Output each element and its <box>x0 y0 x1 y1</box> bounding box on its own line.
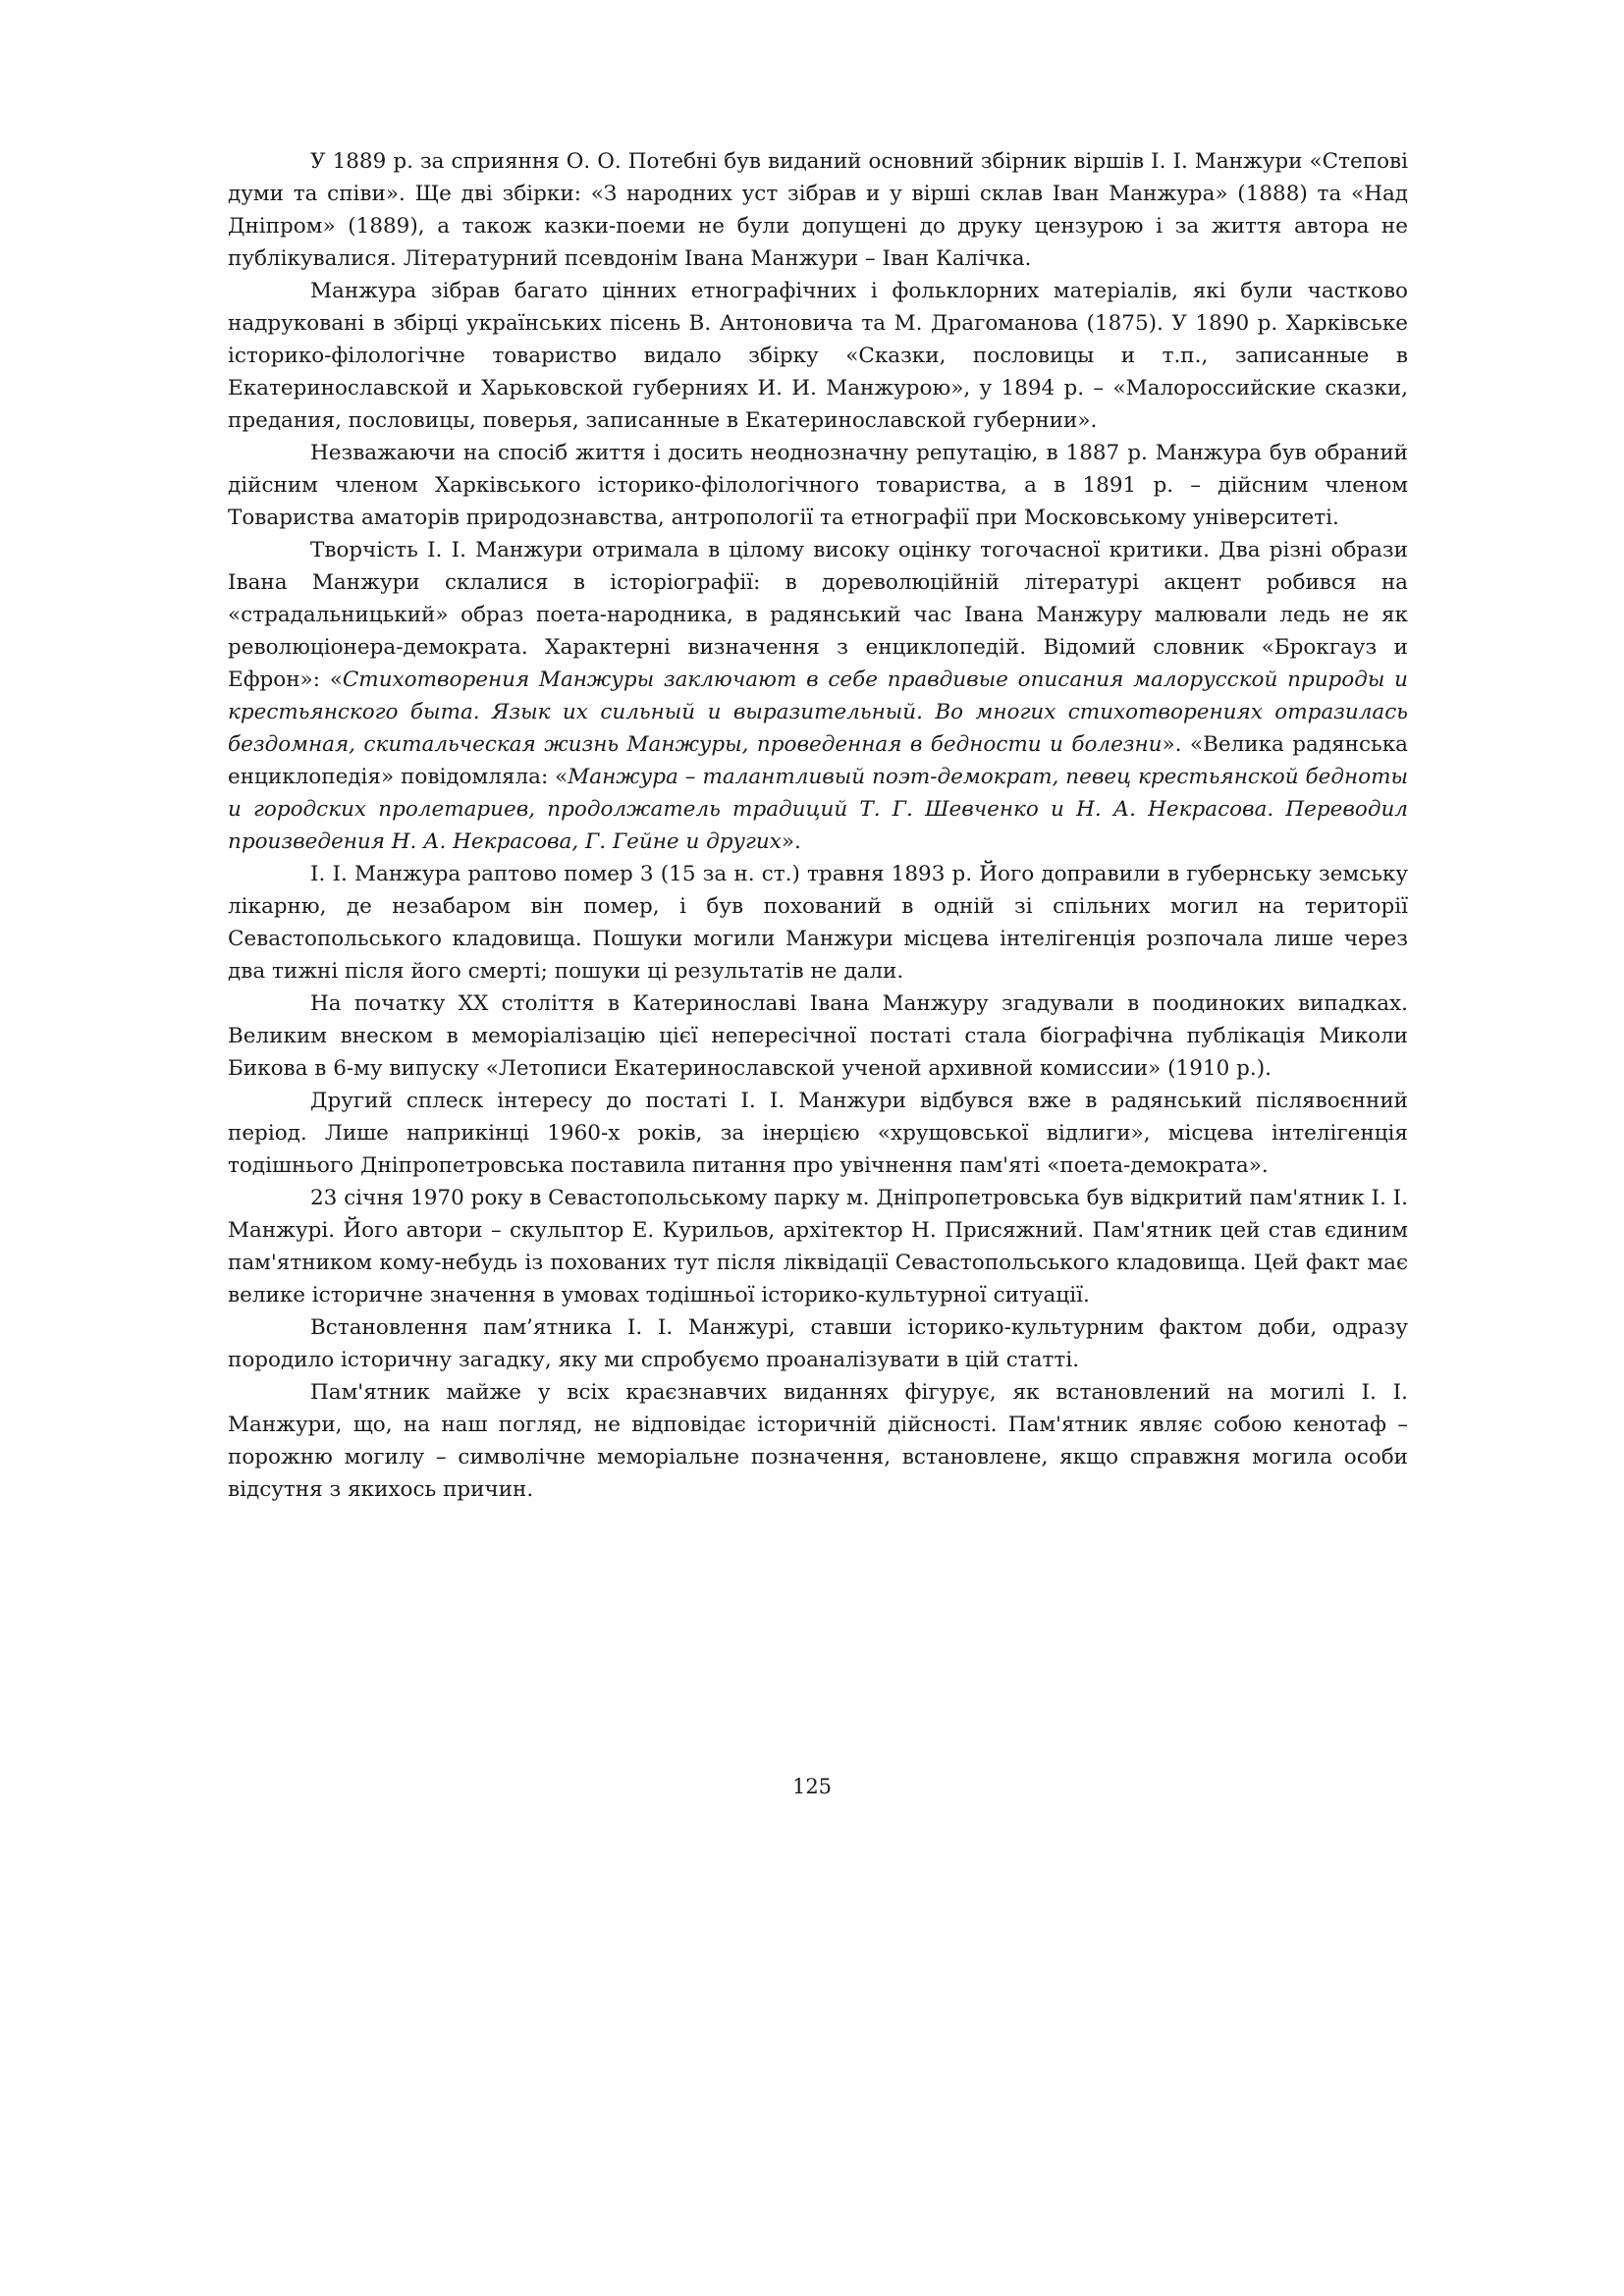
paragraph-text: 23 січня 1970 року в Севастопольському парку м. Дніпропетровська був відкритий пам'ятник І. І. Манжурі. Його автори – скульптор Е. Курильов, архітектор Н. Присяжний. Пам'ятник цей став єдиним пам'ятником кому-небудь із похованих тут після ліквідації Севастопольського кладовища. Цей факт має велике історичне значення в умовах тодішньої історико-культурної ситуації. <box>228 1186 1408 1308</box>
paragraph <box>228 437 1408 534</box>
page-body <box>228 145 1408 1506</box>
paragraph-text: І. І. Манжура раптово помер 3 (15 за н. ст.) травня 1893 р. Його доправили в губернську земську лікарню, де незабаром він помер, і був похований в одній зі спільних могил на території Севастопольського кладовища. Пошуки могили Манжури місцева інтелігенція розпочала лише через два тижні після його смерті; пошуки ці результатів не дали. <box>228 862 1408 984</box>
paragraph-text: Пам'ятник майже у всіх краєзнавчих виданнях фігурує, як встановлений на могилі І. І. Манжури, що, на наш погляд, не відповідає історичній дійсності. Пам'ятник являє собою кенотаф – порожню могилу – символічне меморіальне позначення, встановлене, якщо справжня могила особи відсутня з якихось причин. <box>228 1380 1408 1502</box>
paragraph-text: У 1889 р. за сприяння О. О. Потебні був виданий основний збірник віршів І. І. Манжури «Степові думи та співи». Ще дві збірки: «З народних уст зібрав и у вірші склав Іван Манжура» (1888) та «Над Дніпром» (1889), а також казки-поеми не були допущені до друку цензурою і за життя автора не публікувалися. Літературний псевдонім Івана Манжури – Іван Калічка. <box>228 149 1408 271</box>
quote-text: Манжура – талантливый поэт-демократ, певец крестьянской бедноты и городских пролетариев, продолжатель традиций Т. Г. Шевченко и Н. А. Некрасова. Переводил произведения Н. А. Некрасова, Г. Гейне и других <box>228 765 1408 854</box>
paragraph-text: Незважаючи на спосіб життя і досить неоднозначну репутацію, в 1887 р. Манжура був обраний дійсним членом Харківського історико-філологічного товариства, а в 1891 р. – дійсним членом Товариства аматорів природознавства, антропології та етнографії при Московському університеті. <box>228 441 1408 530</box>
paragraph <box>228 534 1408 858</box>
paragraph <box>228 858 1408 988</box>
paragraph <box>228 275 1408 437</box>
paragraph-text: ». <box>781 829 801 854</box>
paragraph-text: ». «Велика радянська енциклопедія» повідомляла: « <box>228 732 1408 789</box>
paragraph-text: На початку ХХ століття в Катеринославі Івана Манжуру згадували в поодиноких випадках. Великим внеском в меморіалізацію цієї непересічної постаті стала біографічна публікація Миколи Бикова в 6-му випуску «Летописи Екатеринославской ученой архивной комиссии» (1910 р.). <box>228 991 1408 1081</box>
paragraph-text: Творчість І. І. Манжури отримала в цілому високу оцінку тогочасної критики. Два різні образи Івана Манжури склалися в історіографії: в дореволюційній літературі акцент робився на «страдальницький» образ поета-народника, в радянський час Івана Манжуру малювали ледь не як революціонера-демократа. Характерні визначення з енциклопедій. Відомий словник «Брокгауз и Ефрон»: « <box>228 538 1408 692</box>
paragraph <box>228 1311 1408 1376</box>
paragraph <box>228 145 1408 275</box>
paragraph <box>228 1182 1408 1311</box>
page-number: 125 <box>791 1775 833 1798</box>
paragraph-text: Манжура зібрав багато цінних етнографічних і фольклорних матеріалів, які були частково надруковані в збірці українських пісень В. Антоновича та М. Драгоманова (1875). У 1890 р. Харківське історико-філологічне товариство видало збірку «Сказки, пословицы и т.п., записанные в Екатеринославской и Харьковской губерниях И. И. Манжурою», у 1894 р. – «Малороссийские сказки, предания, пословицы, поверья, записанные в Екатеринославской губернии». <box>228 279 1408 433</box>
quote-text: Стихотворения Манжуры заключают в себе правдивые описания малорусской природы и крестьянского быта. Язык их сильный и выразительный. Во многих стихотворениях отразилась бездомная, скитальческая жизнь Манжуры, проведенная в бедности и болезни <box>228 667 1408 757</box>
paragraph <box>228 988 1408 1085</box>
paragraph <box>228 1376 1408 1506</box>
paragraph-text: Встановлення пам’ятника І. І. Манжурі, ставши історико-культурним фактом доби, одразу породило історичну загадку, яку ми спробуємо проаналізувати в цій статті. <box>228 1315 1408 1372</box>
paragraph <box>228 1085 1408 1182</box>
paragraph-text: Другий сплеск інтересу до постаті І. І. Манжури відбувся вже в радянський післявоєнний період. Лише наприкінці 1960-х років, за інерцією «хрущовської відлиги», місцева інтелігенція тодішнього Дніпропетровська поставила питання про увічнення пам'яті «поета-демократа». <box>228 1089 1408 1178</box>
